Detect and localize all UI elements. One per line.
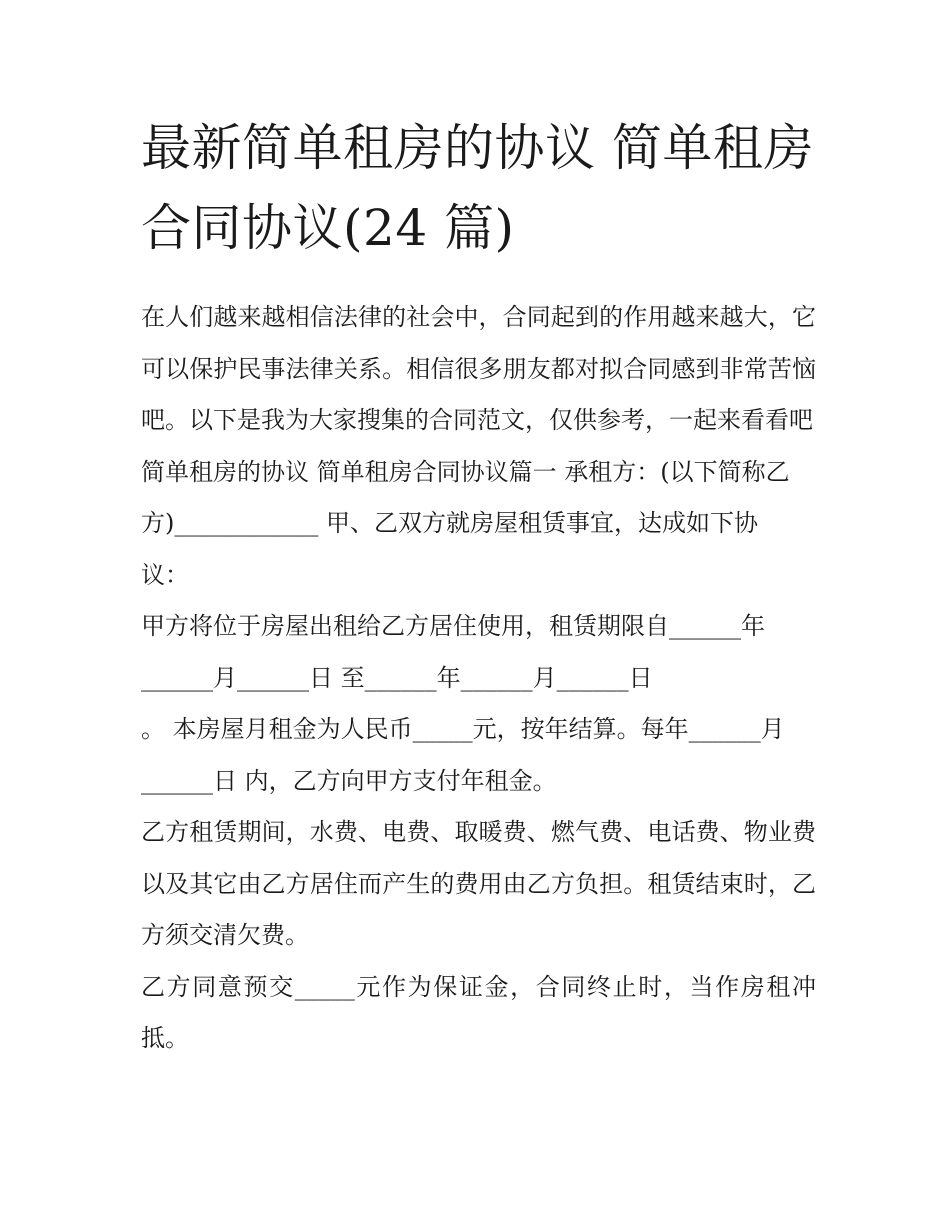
paragraph-rent xyxy=(141,704,816,807)
paragraph-fees: 乙方租赁期间，水费、电费、取暖费、燃气费、电话费、物业费以及其它由乙方居住而产生的费用由乙方负担。租赁结束时，乙方须交清欠费。 xyxy=(141,818,816,949)
intro-paragraph: 在人们越来越相信法律的社会中，合同起到的作用越来越大，它可以保护民事法律关系。相信很多朋友都对拟合同感到非常苦恼吧。以下是我为大家搜集的合同范文，仅供参考，一起来看看吧 xyxy=(141,303,816,434)
document-page xyxy=(141,108,816,1065)
clause-1-line-2: 方)____________ 甲、乙双方就房屋租赁事宜，达成如下协 xyxy=(141,509,758,537)
lease-term-line-2: ______月______日 至______年______月______日 xyxy=(141,663,653,692)
lease-term-line-1: 甲方将位于房屋出租给乙方居住使用，租赁期限自______年 xyxy=(141,612,765,640)
document-title xyxy=(141,108,816,268)
title-line-2: 合同协议(24 篇) xyxy=(141,199,515,257)
title-spacer xyxy=(141,268,816,292)
paragraph-clause-1 xyxy=(141,447,816,602)
paragraph-deposit: 乙方同意预交_____元作为保证金，合同终止时，当作房租冲抵。 xyxy=(141,972,816,1052)
clause-1-line-3: 议： xyxy=(141,560,189,589)
clause-1-line-1: 简单租房的协议 简单租房合同协议篇一 承租方：(以下简称乙 xyxy=(141,457,790,486)
paragraph-lease-term xyxy=(141,601,816,704)
title-line-1: 最新简单租房的协议 简单租房 xyxy=(141,119,814,177)
rent-line-2: ______日 内，乙方向甲方支付年租金。 xyxy=(141,766,557,795)
rent-line-1: 。 本房屋月租金为人民币_____元，按年结算。每年______月 xyxy=(141,715,785,743)
